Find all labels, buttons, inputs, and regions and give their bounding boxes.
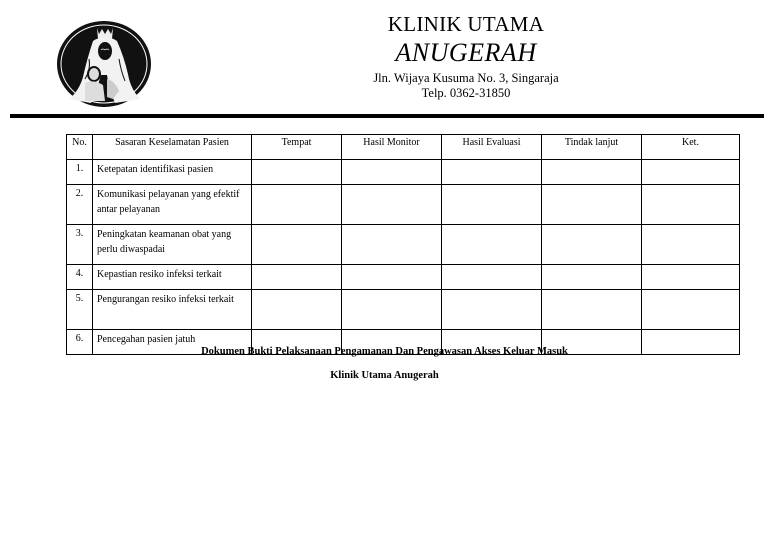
cell-monitor (342, 265, 442, 290)
row-number: 6. (67, 330, 93, 355)
cell-evaluation (442, 160, 542, 185)
cell-notes (642, 185, 740, 225)
cell-notes (642, 225, 740, 265)
column-header-monitor: Hasil Monitor (342, 135, 442, 160)
cell-notes (642, 160, 740, 185)
column-header-notes: Ket. (642, 135, 740, 160)
column-header-goal: Sasaran Keselamatan Pasien (93, 135, 252, 160)
header-divider (10, 114, 764, 118)
madonna-logo-icon (55, 19, 153, 109)
cell-monitor (342, 185, 442, 225)
cell-follow-up (542, 265, 642, 290)
row-goal: Pencegahan pasien jatuh (93, 330, 252, 355)
row-number: 4. (67, 265, 93, 290)
cell-notes (642, 265, 740, 290)
cell-place (252, 225, 342, 265)
table-row (67, 225, 740, 265)
cell-place (252, 185, 342, 225)
clinic-address: Jln. Wijaya Kusuma No. 3, Singaraja (373, 71, 559, 85)
clinic-name-line2: ANUGERAH (395, 38, 537, 67)
cell-monitor (342, 225, 442, 265)
cell-evaluation (442, 265, 542, 290)
patient-safety-table (66, 134, 740, 355)
row-goal: Komunikasi pelayanan yang efektif antar pelayanan (93, 185, 252, 225)
row-goal: Peningkatan keamanan obat yang perlu diwaspadai (93, 225, 252, 265)
cell-follow-up (542, 185, 642, 225)
cell-follow-up (542, 225, 642, 265)
column-header-evaluation: Hasil Evaluasi (442, 135, 542, 160)
cell-monitor (342, 290, 442, 330)
letterhead (330, 10, 602, 101)
cell-evaluation (442, 225, 542, 265)
cell-place (252, 160, 342, 185)
cell-place (252, 265, 342, 290)
clinic-logo (55, 19, 153, 109)
document-subcaption: Klinik Utama Anugerah (330, 370, 439, 381)
cell-evaluation (442, 290, 542, 330)
cell-notes (642, 290, 740, 330)
row-number: 2. (67, 185, 93, 225)
cell-follow-up (542, 290, 642, 330)
cell-monitor (342, 160, 442, 185)
row-number: 1. (67, 160, 93, 185)
column-header-no: No. (67, 135, 93, 160)
cell-follow-up (542, 160, 642, 185)
row-goal: Ketepatan identifikasi pasien (93, 160, 252, 185)
row-goal: Pengurangan resiko infeksi terkait (93, 290, 252, 330)
table-header-row (67, 135, 740, 160)
clinic-name-line1: KLINIK UTAMA (387, 12, 545, 36)
cell-place (252, 290, 342, 330)
row-number: 5. (67, 290, 93, 330)
row-number: 3. (67, 225, 93, 265)
row-goal: Kepastian resiko infeksi terkait (93, 265, 252, 290)
table-row (67, 160, 740, 185)
document-caption: Dokumen Bukti Pelaksanaan Pengamanan Dan Pengawasan Akses Keluar Masuk (201, 346, 568, 357)
column-header-follow-up: Tindak lanjut (542, 135, 642, 160)
table-row (67, 290, 740, 330)
table-row (67, 185, 740, 225)
column-header-place: Tempat (252, 135, 342, 160)
table-row (67, 265, 740, 290)
cell-evaluation (442, 185, 542, 225)
clinic-phone: Telp. 0362-31850 (421, 86, 511, 100)
